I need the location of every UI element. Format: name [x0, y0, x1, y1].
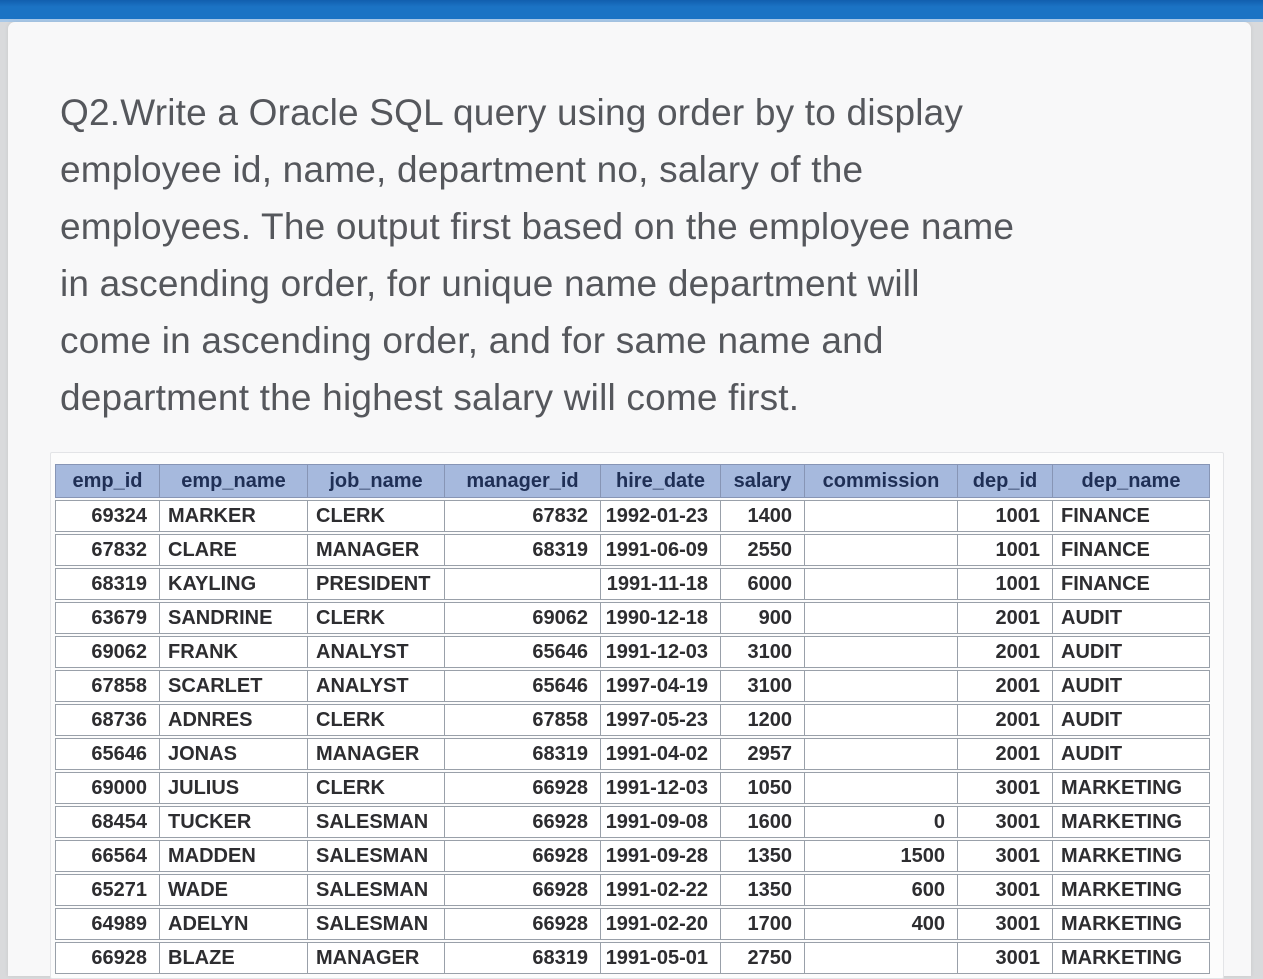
cell-salary: 1350 — [720, 840, 805, 872]
cell-dep_id: 2001 — [957, 636, 1053, 668]
column-header-dep_id: dep_id — [957, 464, 1053, 498]
cell-hire_date: 1991-09-28 — [600, 840, 721, 872]
cell-commission — [804, 942, 958, 974]
cell-emp_id: 67832 — [55, 534, 160, 566]
cell-hire_date: 1991-12-03 — [600, 636, 721, 668]
cell-salary: 2550 — [720, 534, 805, 566]
table-row — [55, 840, 1219, 872]
cell-salary: 1400 — [720, 500, 805, 532]
cell-emp_id: 66564 — [55, 840, 160, 872]
cell-emp_id: 68736 — [55, 704, 160, 736]
cell-salary: 1350 — [720, 874, 805, 906]
cell-emp_name: CLARE — [159, 534, 308, 566]
cell-commission — [804, 772, 958, 804]
cell-hire_date: 1991-02-20 — [600, 908, 721, 940]
cell-hire_date: 1992-01-23 — [600, 500, 721, 532]
cell-emp_id: 69062 — [55, 636, 160, 668]
table-row — [55, 670, 1219, 702]
cell-commission — [804, 670, 958, 702]
cell-commission — [804, 738, 958, 770]
cell-job_name: SALESMAN — [307, 806, 445, 838]
question-text — [60, 84, 1210, 426]
cell-hire_date: 1991-12-03 — [600, 772, 721, 804]
cell-job_name: MANAGER — [307, 738, 445, 770]
cell-manager_id: 65646 — [444, 636, 601, 668]
cell-commission: 0 — [804, 806, 958, 838]
cell-dep_id: 1001 — [957, 568, 1053, 600]
table-header-row — [55, 464, 1219, 498]
cell-emp_name: MADDEN — [159, 840, 308, 872]
cell-dep_id: 3001 — [957, 840, 1053, 872]
cell-commission: 600 — [804, 874, 958, 906]
cell-emp_id: 69324 — [55, 500, 160, 532]
cell-job_name: SALESMAN — [307, 840, 445, 872]
cell-dep_name: MARKETING — [1052, 942, 1210, 974]
cell-hire_date: 1997-05-23 — [600, 704, 721, 736]
cell-manager_id: 66928 — [444, 840, 601, 872]
cell-job_name: ANALYST — [307, 636, 445, 668]
cell-dep_name: MARKETING — [1052, 806, 1210, 838]
cell-commission — [804, 500, 958, 532]
cell-job_name: CLERK — [307, 704, 445, 736]
column-header-manager_id: manager_id — [444, 464, 601, 498]
column-header-dep_name: dep_name — [1052, 464, 1210, 498]
cell-commission — [804, 602, 958, 634]
question-line: in ascending order, for unique name department will — [60, 263, 920, 304]
cell-emp_id: 63679 — [55, 602, 160, 634]
cell-hire_date: 1997-04-19 — [600, 670, 721, 702]
cell-emp_name: FRANK — [159, 636, 308, 668]
question-card — [8, 22, 1251, 976]
cell-dep_id: 2001 — [957, 602, 1053, 634]
cell-dep_name: AUDIT — [1052, 636, 1210, 668]
cell-dep_id: 3001 — [957, 874, 1053, 906]
cell-emp_name: KAYLING — [159, 568, 308, 600]
cell-manager_id: 67858 — [444, 704, 601, 736]
cell-dep_id: 3001 — [957, 772, 1053, 804]
cell-hire_date: 1990-12-18 — [600, 602, 721, 634]
column-header-commission: commission — [804, 464, 958, 498]
table-row — [55, 602, 1219, 634]
question-line: employees. The output first based on the employee name — [60, 206, 1015, 247]
cell-emp_name: WADE — [159, 874, 308, 906]
column-header-emp_name: emp_name — [159, 464, 308, 498]
cell-hire_date: 1991-09-08 — [600, 806, 721, 838]
cell-emp_id: 64989 — [55, 908, 160, 940]
cell-dep_id: 3001 — [957, 942, 1053, 974]
cell-dep_id: 2001 — [957, 704, 1053, 736]
cell-job_name: MANAGER — [307, 534, 445, 566]
cell-emp_name: SANDRINE — [159, 602, 308, 634]
column-header-hire_date: hire_date — [600, 464, 721, 498]
cell-dep_id: 1001 — [957, 500, 1053, 532]
cell-job_name: ANALYST — [307, 670, 445, 702]
cell-commission — [804, 636, 958, 668]
table-row — [55, 534, 1219, 566]
cell-dep_name: AUDIT — [1052, 602, 1210, 634]
column-header-job_name: job_name — [307, 464, 445, 498]
table-row — [55, 806, 1219, 838]
cell-salary: 900 — [720, 602, 805, 634]
cell-manager_id: 66928 — [444, 908, 601, 940]
table-row — [55, 738, 1219, 770]
cell-emp_name: JONAS — [159, 738, 308, 770]
cell-salary: 1700 — [720, 908, 805, 940]
cell-salary: 3100 — [720, 670, 805, 702]
cell-manager_id: 68319 — [444, 942, 601, 974]
cell-manager_id: 65646 — [444, 670, 601, 702]
table-row — [55, 568, 1219, 600]
cell-hire_date: 1991-04-02 — [600, 738, 721, 770]
table-row — [55, 874, 1219, 906]
cell-emp_name: MARKER — [159, 500, 308, 532]
cell-emp_id: 65646 — [55, 738, 160, 770]
table-row — [55, 704, 1219, 736]
cell-salary: 2957 — [720, 738, 805, 770]
table-row — [55, 636, 1219, 668]
cell-dep_name: AUDIT — [1052, 670, 1210, 702]
employee-table — [50, 452, 1224, 979]
cell-salary: 6000 — [720, 568, 805, 600]
question-line: employee id, name, department no, salary of the — [60, 149, 864, 190]
top-bar — [0, 0, 1263, 22]
cell-hire_date: 1991-05-01 — [600, 942, 721, 974]
cell-job_name: SALESMAN — [307, 874, 445, 906]
cell-commission: 1500 — [804, 840, 958, 872]
cell-commission — [804, 704, 958, 736]
cell-dep_id: 2001 — [957, 670, 1053, 702]
cell-job_name: PRESIDENT — [307, 568, 445, 600]
cell-manager_id: 68319 — [444, 534, 601, 566]
cell-emp_name: SCARLET — [159, 670, 308, 702]
cell-dep_id: 3001 — [957, 806, 1053, 838]
table-body — [51, 500, 1223, 974]
cell-dep_name: FINANCE — [1052, 568, 1210, 600]
cell-manager_id: 68319 — [444, 738, 601, 770]
cell-dep_id: 1001 — [957, 534, 1053, 566]
cell-dep_name: MARKETING — [1052, 874, 1210, 906]
cell-commission — [804, 534, 958, 566]
cell-dep_name: MARKETING — [1052, 840, 1210, 872]
cell-dep_name: MARKETING — [1052, 908, 1210, 940]
cell-job_name: CLERK — [307, 500, 445, 532]
cell-manager_id: 69062 — [444, 602, 601, 634]
cell-manager_id — [444, 568, 601, 600]
cell-salary: 3100 — [720, 636, 805, 668]
cell-job_name: SALESMAN — [307, 908, 445, 940]
column-header-emp_id: emp_id — [55, 464, 160, 498]
cell-manager_id: 66928 — [444, 806, 601, 838]
cell-manager_id: 66928 — [444, 874, 601, 906]
cell-dep_name: FINANCE — [1052, 534, 1210, 566]
cell-dep_name: AUDIT — [1052, 738, 1210, 770]
cell-emp_name: JULIUS — [159, 772, 308, 804]
cell-manager_id: 66928 — [444, 772, 601, 804]
cell-salary: 1600 — [720, 806, 805, 838]
cell-emp_id: 68454 — [55, 806, 160, 838]
table-row — [55, 500, 1219, 532]
cell-hire_date: 1991-11-18 — [600, 568, 721, 600]
cell-hire_date: 1991-02-22 — [600, 874, 721, 906]
cell-commission: 400 — [804, 908, 958, 940]
table-row — [55, 908, 1219, 940]
cell-emp_name: BLAZE — [159, 942, 308, 974]
table-row — [55, 942, 1219, 974]
table-row — [55, 772, 1219, 804]
cell-emp_id: 69000 — [55, 772, 160, 804]
cell-salary: 1050 — [720, 772, 805, 804]
cell-emp_id: 67858 — [55, 670, 160, 702]
cell-emp_name: ADNRES — [159, 704, 308, 736]
cell-dep_id: 2001 — [957, 738, 1053, 770]
question-line: department the highest salary will come first. — [60, 377, 800, 418]
cell-emp_name: ADELYN — [159, 908, 308, 940]
cell-dep_name: FINANCE — [1052, 500, 1210, 532]
question-line: come in ascending order, and for same name and — [60, 320, 884, 361]
cell-dep_name: AUDIT — [1052, 704, 1210, 736]
cell-job_name: CLERK — [307, 772, 445, 804]
cell-dep_name: MARKETING — [1052, 772, 1210, 804]
cell-job_name: CLERK — [307, 602, 445, 634]
cell-emp_name: TUCKER — [159, 806, 308, 838]
cell-emp_id: 66928 — [55, 942, 160, 974]
cell-salary: 2750 — [720, 942, 805, 974]
column-header-salary: salary — [720, 464, 805, 498]
cell-commission — [804, 568, 958, 600]
cell-dep_id: 3001 — [957, 908, 1053, 940]
cell-hire_date: 1991-06-09 — [600, 534, 721, 566]
cell-salary: 1200 — [720, 704, 805, 736]
question-line: Q2.Write a Oracle SQL query using order by to display — [60, 92, 964, 133]
cell-emp_id: 65271 — [55, 874, 160, 906]
cell-job_name: MANAGER — [307, 942, 445, 974]
cell-manager_id: 67832 — [444, 500, 601, 532]
cell-emp_id: 68319 — [55, 568, 160, 600]
